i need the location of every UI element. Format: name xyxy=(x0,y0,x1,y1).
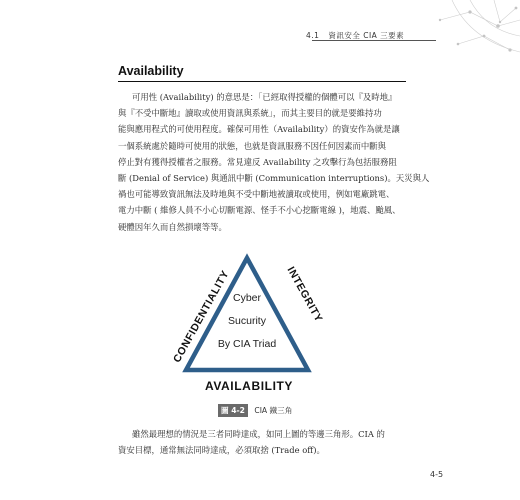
paragraph-line: 硬體因年久而自然損壞等等。 xyxy=(118,221,227,232)
header-section-title: 資訊安全 CIA 三要素 xyxy=(328,31,405,40)
paragraph-trade-off xyxy=(118,426,406,458)
center-text-cyber: Cyber xyxy=(232,292,262,304)
figure-caption-text: CIA 鐵三角 xyxy=(254,406,293,415)
paragraph-line: 能與應用程式的可使用程度。確保可用性（Availability）的資安作為就是讓 xyxy=(118,124,400,135)
paragraph-line: 可用性 (Availability) 的意思是：「已經取得授權的個體可以『及時地』 xyxy=(132,92,397,102)
confidentiality-label: CONFIDENTIALITY xyxy=(171,268,232,365)
center-text-by-cia-triad: By CIA Triad xyxy=(217,338,277,350)
section-title: Availability xyxy=(118,64,184,78)
page-number: 4-5 xyxy=(430,470,444,479)
paragraph-line: 資安目標，通常無法同時達成，必須取捨 (Trade off)。 xyxy=(118,445,325,456)
paragraph-line: 停止對有獲得授權者之服務。常見違反 Availability 之攻擊行為包括服務阻 xyxy=(118,156,397,167)
figure-caption xyxy=(218,404,292,417)
availability-label: AVAILABILITY xyxy=(204,379,294,393)
section-title-underline xyxy=(118,81,406,82)
paragraph-line: 電力中斷 ( 維修人員不小心切斷電源、怪手不小心挖斷電線 )，地震、颱風、 xyxy=(118,205,401,216)
paragraph-line: 雖然最理想的情況是三者同時達成，如同上圖的等邊三角形。CIA 的 xyxy=(132,429,385,439)
header-section-number: 4.1 xyxy=(306,31,320,40)
cia-triad-diagram xyxy=(160,246,380,406)
paragraph-line: 斷 (Denial of Service) 與通訊中斷 (Communication interruptions)。天災與人 xyxy=(118,173,430,184)
paragraph-line: 與『不受中斷地』讀取或使用資訊與系統」，而其主要目的就是要維持功 xyxy=(118,108,382,119)
figure-number-badge: 圖 4-2 xyxy=(218,404,248,417)
paragraph-line: 禍也可能導致資訊無法及時地與不受中斷地被讀取或使用，例如電廠跳電、 xyxy=(118,189,395,200)
paragraph-availability xyxy=(118,89,430,235)
header-rule xyxy=(312,40,436,41)
center-text-sucurity: Sucurity xyxy=(228,315,266,327)
integrity-label: INTEGRITY xyxy=(284,264,325,325)
paragraph-line: 一個系統處於隨時可使用的狀態，也就是資訊服務不因任何因素而中斷與 xyxy=(118,140,386,151)
